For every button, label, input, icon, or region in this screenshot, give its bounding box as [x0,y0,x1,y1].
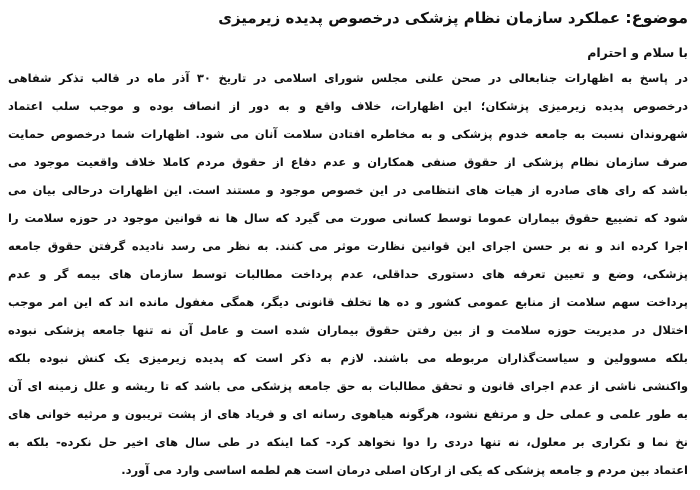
letter-document [8,0,688,484]
body-line: درخصوص پدیده زیرمیزی پزشکان؛ این اظهارات، خلاف واقع و به دور از انصاف بوده و موجب سلب اعتماد [8,99,688,113]
body-line: به طور علمی و عملی حل و مرتفع نشود، هرگونه هیاهوی رسانه ای و فریاد های از پشت تریبون و مرثیه خوانی های [8,407,688,421]
body-line: باشد که رای های صادره از هیات های انتظامی در این خصوص موجود و مستند است. این اظهارات درحالی بیان می [8,183,688,197]
body-line: شهروندان نسبت به جامعه خدوم پزشکی و به مخاطره افتادن سلامت آنان می شود. اظهارات شما درخصوص حمایت [8,127,688,141]
subject-label: موضوع: [625,8,688,27]
letter-body [8,64,688,484]
body-line: شود که تضییع حقوق بیماران عموما توسط کسانی صورت می گیرد که سال ها نه قوانین موجود در حوزه سلامت را [8,211,688,225]
subject-text: عملکرد سازمان نظام پزشکی درخصوص پدیده زیرمیزی [218,9,620,27]
body-line: پزشکی، وضع و تعیین تعرفه های دستوری حداقلی، عدم پرداخت مطالبات توسط سازمان های بیمه گر و عدم [8,267,688,281]
body-line: واکنشی ناشی از عدم اجرای قانون و تحقق مطالبات به حق جامعه پزشکی می باشد که تا ریشه و علل زمینه ای آن [8,379,688,393]
body-line: صرف سازمان نظام پزشکی از حقوق صنفی همکاران و عدم دفاع از حقوق مردم کاملا خلاف واقعیت موجود می [8,155,688,169]
greeting: با سلام و احترام [587,45,688,60]
body-line: بلکه مسوولین و سیاست‌گذاران مربوطه می باشند. لازم به ذکر است که پدیده زیرمیزی یک کنش نبوده بلکه [8,351,688,365]
body-line: در پاسخ به اظهارات جنابعالی در صحن علنی مجلس شورای اسلامی در تاریخ ۳۰ آذر ماه در قالب تذکر شفاهی [8,71,689,85]
subject-heading [8,6,688,30]
body-line: اجرا کرده اند و نه بر حسن اجرای این قوانین نظارت موثر می کنند. به نظر می رسد نادیده گرفتن حقوق جامعه [8,239,688,253]
body-line: پرداخت سهم سلامت از منابع عمومی کشور و ده ها تخلف قانونی دیگر، همگی مغفول مانده اند که این امر موجب [8,295,688,309]
body-line: اختلال در مدیریت حوزه سلامت و از بین رفتن حقوق بیماران شده است و عامل آن نه تنها جامعه پزشکی نبوده [8,323,688,337]
body-line-last: اعتماد بین مردم و جامعه پزشکی که یکی از ارکان اصلی درمان است هم لطمه اساسی وارد می آورد. [121,463,688,477]
body-line: نخ نما و تکراری بر معلول، نه تنها دردی را دوا نخواهد کرد- کما اینکه در طی سال های اخیر حل نکرده- بلکه به [8,435,688,449]
